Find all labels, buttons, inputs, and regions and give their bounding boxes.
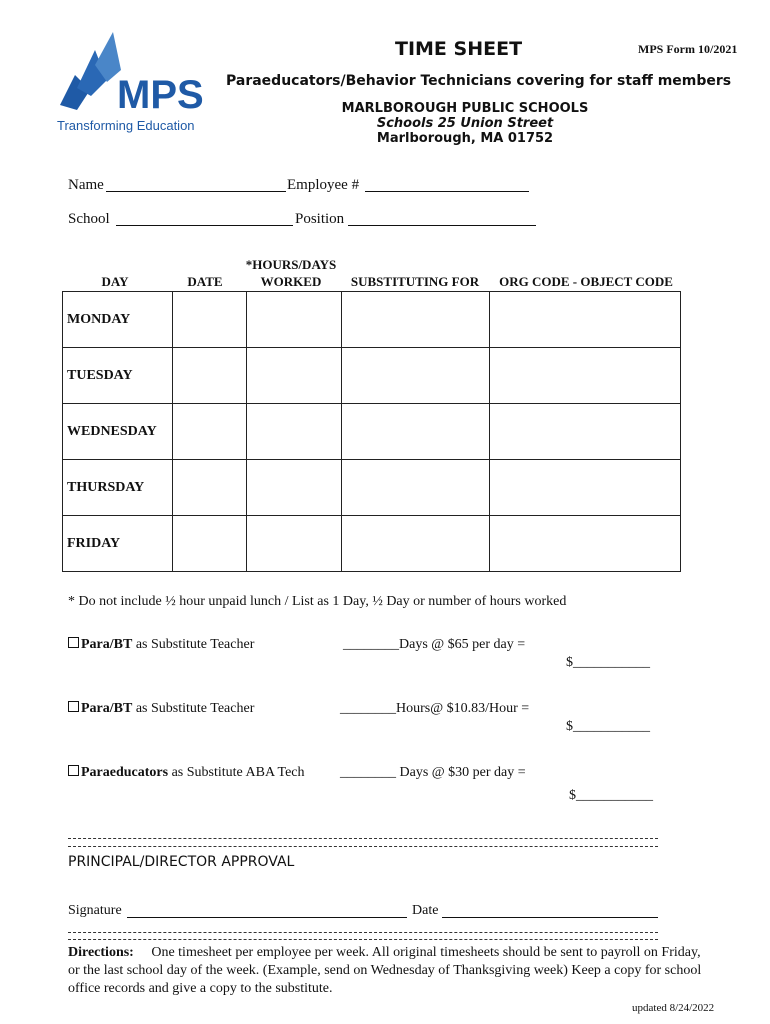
day-label: FRIDAY (63, 516, 173, 572)
school-block (300, 101, 630, 146)
header-date: DATE (187, 274, 223, 289)
substituting-cell[interactable] (341, 292, 490, 348)
header-substituting-for: SUBSTITUTING FOR (350, 274, 480, 289)
school-field[interactable] (116, 211, 293, 226)
table-row (63, 516, 681, 572)
date-label: Date (412, 903, 439, 918)
school-address-1: Schools 25 Union Street (376, 116, 554, 131)
table-row (63, 348, 681, 404)
option-label: as Substitute Teacher (132, 701, 255, 716)
timesheet-table (62, 291, 681, 572)
divider (68, 932, 658, 933)
option-para-hours (68, 701, 254, 717)
divider (68, 846, 658, 847)
signature-label: Signature (68, 903, 122, 918)
code-cell[interactable] (490, 348, 681, 404)
option-paraeducators (68, 765, 305, 781)
table-row (63, 404, 681, 460)
date-cell[interactable] (172, 404, 246, 460)
code-cell[interactable] (490, 404, 681, 460)
substituting-cell[interactable] (341, 516, 490, 572)
option-bold: Paraeducators (81, 765, 169, 780)
day-label: MONDAY (63, 292, 173, 348)
header-org-object-code: ORG CODE - OBJECT CODE (499, 274, 673, 289)
name-label: Name (68, 177, 104, 193)
employee-field[interactable] (365, 177, 529, 192)
substituting-cell[interactable] (341, 348, 490, 404)
form-number: MPS Form 10/2021 (638, 42, 738, 56)
option-label: as Substitute Teacher (132, 637, 255, 652)
directions (68, 944, 708, 998)
employee-label: Employee # (287, 177, 360, 193)
code-cell[interactable] (490, 516, 681, 572)
header-hours-days: *HOURS/DAYS (245, 257, 337, 272)
option-total[interactable]: $___________ (566, 719, 650, 734)
option-rate: ________Hours@ $10.83/Hour = (340, 701, 530, 716)
school-name: MARLBOROUGH PUBLIC SCHOOLS (341, 101, 589, 116)
school-address-2: Marlborough, MA 01752 (376, 131, 554, 146)
directions-label: Directions: (68, 945, 134, 960)
option-rate: ________ Days @ $30 per day = (340, 765, 526, 780)
divider (68, 939, 658, 940)
option-total[interactable]: $___________ (569, 788, 653, 803)
updated-date: updated 8/24/2022 (632, 1002, 715, 1014)
hours-cell[interactable] (246, 292, 341, 348)
date-cell[interactable] (172, 292, 246, 348)
name-field[interactable] (106, 177, 286, 192)
position-field[interactable] (348, 211, 536, 226)
option-label: as Substitute ABA Tech (168, 765, 305, 780)
para-days-checkbox[interactable] (68, 637, 79, 648)
directions-text: One timesheet per employee per week. All original timesheets should be sent to payroll on Friday, or the last school day of the week. (Example, send on Wednesday of Thanksgiving week) Keep a copy for school office records and give a copy to the substitute. (68, 945, 702, 996)
signature-field[interactable] (127, 903, 407, 918)
lunch-note: * Do not include ½ hour unpaid lunch / List as 1 Day, ½ Day or number of hours worked (68, 594, 567, 609)
option-para-days (68, 637, 254, 653)
date-cell[interactable] (172, 348, 246, 404)
mps-logo-graphic (55, 30, 204, 140)
hours-cell[interactable] (246, 460, 341, 516)
mps-logo (55, 30, 204, 140)
date-field[interactable] (442, 903, 658, 918)
day-label: TUESDAY (63, 348, 173, 404)
page-title: TIME SHEET (395, 38, 523, 60)
approval-heading: PRINCIPAL/DIRECTOR APPROVAL (68, 854, 295, 870)
logo-tagline: Transforming Education (57, 118, 195, 133)
code-cell[interactable] (490, 460, 681, 516)
day-label: WEDNESDAY (63, 404, 173, 460)
option-rate: ________Days @ $65 per day = (343, 637, 526, 652)
para-hours-checkbox[interactable] (68, 701, 79, 712)
header-worked: WORKED (260, 274, 322, 289)
option-bold: Para/BT (81, 637, 133, 652)
school-label: School (68, 211, 110, 227)
date-cell[interactable] (172, 460, 246, 516)
code-cell[interactable] (490, 292, 681, 348)
substituting-cell[interactable] (341, 460, 490, 516)
table-row (63, 292, 681, 348)
hours-cell[interactable] (246, 404, 341, 460)
date-cell[interactable] (172, 516, 246, 572)
hours-cell[interactable] (246, 348, 341, 404)
logo-text: MPS (117, 73, 204, 117)
hours-cell[interactable] (246, 516, 341, 572)
table-row (63, 460, 681, 516)
divider (68, 838, 658, 839)
position-label: Position (295, 211, 345, 227)
substituting-cell[interactable] (341, 404, 490, 460)
header-day: DAY (101, 274, 129, 289)
day-label: THURSDAY (63, 460, 173, 516)
option-bold: Para/BT (81, 701, 133, 716)
paraeducators-checkbox[interactable] (68, 765, 79, 776)
subtitle: Paraeducators/Behavior Technicians covering for staff members (226, 73, 732, 89)
option-total[interactable]: $___________ (566, 655, 650, 670)
